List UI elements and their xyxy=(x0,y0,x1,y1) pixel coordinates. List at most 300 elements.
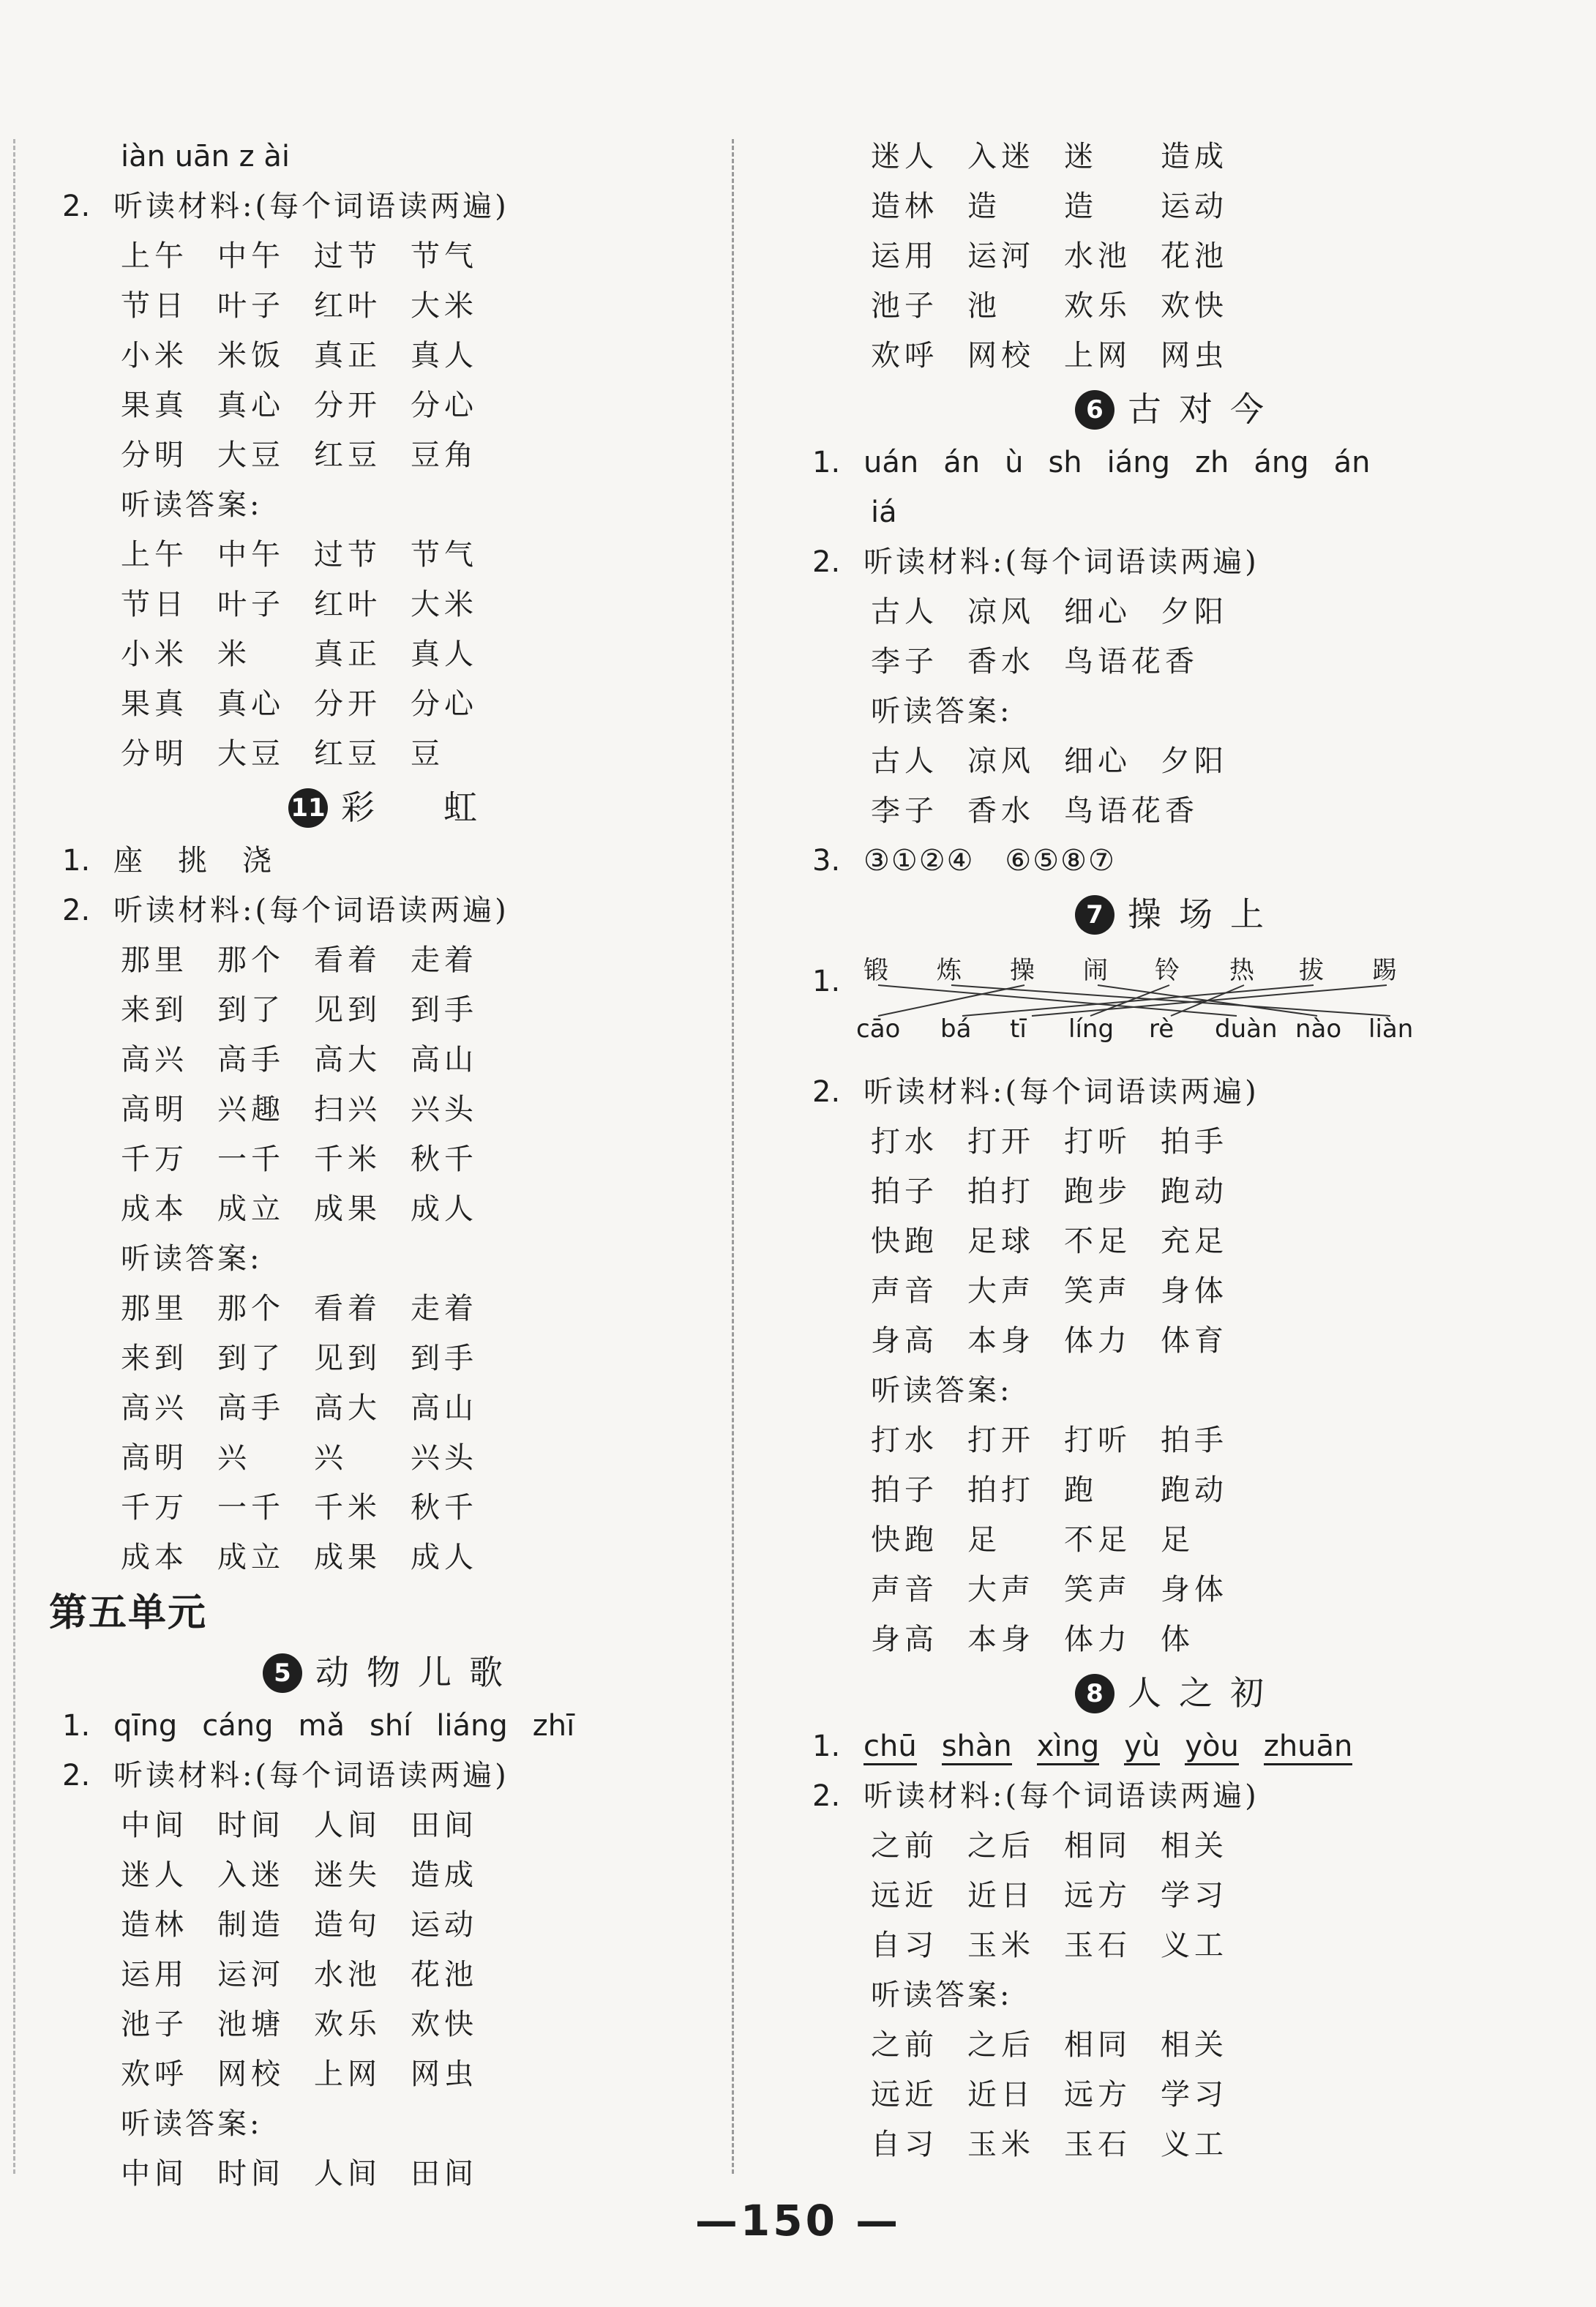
word-item: 打开 xyxy=(967,1424,1035,1457)
word-item: 夕阳 xyxy=(1161,595,1228,629)
word-item: 见到 xyxy=(314,993,381,1027)
word-item: 那里 xyxy=(121,943,188,977)
word-item: 成果 xyxy=(314,1541,381,1574)
word-item: 造句 xyxy=(314,1908,381,1942)
word-row xyxy=(812,1565,1544,1615)
lesson-number-badge: 5 xyxy=(263,1653,302,1693)
answer-grid xyxy=(812,132,1544,381)
word-item: 时间 xyxy=(217,2157,285,2191)
word-item: 欢快 xyxy=(1161,289,1228,323)
answer-label: 听读答案: xyxy=(121,2107,263,2141)
word-row xyxy=(812,786,1544,836)
ordering-answer: ③①②④ ⑥⑤⑧⑦ xyxy=(863,844,1116,878)
word-item: 小米 xyxy=(121,339,188,373)
pinyin-syllable: zhī xyxy=(532,1709,575,1743)
word-row xyxy=(62,2000,721,2049)
word-row xyxy=(812,2120,1544,2169)
word-item: 入迷 xyxy=(967,140,1035,173)
word-item: 看着 xyxy=(314,1292,381,1326)
pinyin-syllable: zh xyxy=(1195,446,1229,479)
question-number: 3. xyxy=(812,844,841,878)
word-item: 水池 xyxy=(1064,239,1131,273)
word-item: 本身 xyxy=(967,1623,1035,1656)
word-item: 拍打 xyxy=(967,1175,1035,1208)
word-item: 网虫 xyxy=(411,2057,478,2091)
match-pinyin: liàn xyxy=(1368,1014,1414,1044)
word-item: 田间 xyxy=(411,2157,478,2191)
word-item: 玉米 xyxy=(967,2128,1035,2161)
word-item: 相关 xyxy=(1161,1829,1228,1863)
word-item: 足球 xyxy=(967,1224,1035,1258)
right-column xyxy=(812,132,1544,2169)
word-item: 运河 xyxy=(967,239,1035,273)
word-item: 打听 xyxy=(1064,1125,1131,1159)
word-item: 迷人 xyxy=(121,1858,188,1892)
word-item: 分开 xyxy=(314,389,381,422)
word-item: 义工 xyxy=(1161,2128,1228,2161)
word-item: 兴头 xyxy=(411,1093,478,1126)
word-item: 分开 xyxy=(314,687,381,721)
word-item: 节日 xyxy=(121,588,188,621)
word-row xyxy=(62,430,721,480)
word-row xyxy=(812,1615,1544,1664)
word-item: 玉石 xyxy=(1064,1929,1131,1962)
word-row xyxy=(812,182,1544,231)
word-item: 欢乐 xyxy=(1064,289,1131,323)
word-item: 快跑 xyxy=(871,1224,938,1258)
question-number: 2. xyxy=(812,1779,841,1813)
word-row xyxy=(62,580,721,629)
word-item: 米饭 xyxy=(217,339,285,373)
column-divider xyxy=(732,139,734,2174)
match-pinyin: duàn xyxy=(1215,1014,1278,1044)
word-item: 兴头 xyxy=(411,1441,478,1475)
word-item: 千米 xyxy=(314,1491,381,1525)
question-answer: 座 挑 浇 xyxy=(113,844,274,878)
word-item: 小米 xyxy=(121,637,188,671)
word-row xyxy=(62,1134,721,1184)
question-text: 听读材料:(每个词语读两遍) xyxy=(863,1075,1259,1109)
word-item: 池子 xyxy=(871,289,938,323)
word-item: 迷 xyxy=(1064,140,1098,173)
word-item: 造 xyxy=(967,190,1001,223)
word-row xyxy=(62,1184,721,1234)
word-item: 高明 xyxy=(121,1093,188,1126)
question-2-heading xyxy=(62,1751,721,1801)
word-row xyxy=(812,281,1544,331)
word-item: 分明 xyxy=(121,737,188,771)
word-row xyxy=(812,1921,1544,1970)
word-item: 大声 xyxy=(967,1274,1035,1308)
match-character: 操 xyxy=(1010,956,1035,985)
lesson-title-7 xyxy=(812,886,1544,943)
word-item: 不足 xyxy=(1064,1224,1131,1258)
word-item: 造成 xyxy=(1161,140,1228,173)
word-item: 秋千 xyxy=(411,1143,478,1176)
word-item: 那个 xyxy=(217,943,285,977)
word-item: 远近 xyxy=(871,2078,938,2112)
word-item: 到了 xyxy=(217,1342,285,1375)
word-row xyxy=(812,1316,1544,1366)
answer-label: 听读答案: xyxy=(121,488,263,522)
pinyin-syllable: shí xyxy=(369,1709,412,1743)
question-1-heading xyxy=(812,1721,1544,1771)
question-2-heading xyxy=(812,1067,1544,1117)
word-row xyxy=(812,1871,1544,1921)
pinyin-answers xyxy=(113,1709,599,1743)
word-item: 足 xyxy=(967,1523,1001,1557)
word-item: 那个 xyxy=(217,1292,285,1326)
unit-title: 第五单元 xyxy=(49,1590,208,1635)
pinyin-syllable: cáng xyxy=(202,1709,274,1743)
word-item: 远方 xyxy=(1064,1879,1131,1912)
word-item: 快跑 xyxy=(871,1523,938,1557)
word-item: 跑动 xyxy=(1161,1175,1228,1208)
match-pinyin: líng xyxy=(1068,1014,1114,1044)
match-character: 锻 xyxy=(863,956,888,985)
word-item: 时间 xyxy=(217,1809,285,1842)
word-item: 看着 xyxy=(314,943,381,977)
answer-label: 听读答案: xyxy=(871,1374,1013,1407)
word-row xyxy=(62,1085,721,1134)
word-item: 拍子 xyxy=(871,1175,938,1208)
word-item: 兴 xyxy=(314,1441,348,1475)
word-item: 欢乐 xyxy=(314,2008,381,2041)
word-item: 节气 xyxy=(411,239,478,273)
word-item: 打开 xyxy=(967,1125,1035,1159)
word-item: 自习 xyxy=(871,2128,938,2161)
word-item: 之前 xyxy=(871,2028,938,2062)
word-item: 大声 xyxy=(967,1573,1035,1607)
word-row xyxy=(62,729,721,779)
word-item: 果真 xyxy=(121,687,188,721)
answer-grid xyxy=(812,1416,1544,1664)
word-item: 豆角 xyxy=(411,438,478,472)
word-row xyxy=(62,935,721,985)
word-row xyxy=(812,1216,1544,1266)
word-item: 迷人 xyxy=(871,140,938,173)
pinyin-answers-underlined xyxy=(863,1730,1377,1763)
word-item: 分明 xyxy=(121,438,188,472)
word-item: 红叶 xyxy=(314,289,381,323)
lesson-title-5 xyxy=(62,1644,721,1701)
word-item: 近日 xyxy=(967,2078,1035,2112)
word-row xyxy=(62,629,721,679)
word-item: 中午 xyxy=(217,538,285,572)
answer-label: 听读答案: xyxy=(121,1242,263,1276)
word-item: 成立 xyxy=(217,1541,285,1574)
word-item: 千万 xyxy=(121,1491,188,1525)
question-text: 听读材料:(每个词语读两遍) xyxy=(863,1779,1259,1813)
word-item: 欢呼 xyxy=(871,339,938,373)
question-2-heading xyxy=(812,537,1544,587)
word-row xyxy=(812,1117,1544,1167)
answer-grid xyxy=(812,2020,1544,2169)
word-item: 高手 xyxy=(217,1391,285,1425)
question-text: 听读材料:(每个词语读两遍) xyxy=(863,545,1259,579)
match-character: 拔 xyxy=(1299,956,1324,985)
word-item: 香水 xyxy=(967,794,1035,828)
word-item: 大米 xyxy=(411,588,478,621)
word-item: 鸟语花香 xyxy=(1064,645,1199,678)
pinyin-syllable: sh xyxy=(1048,446,1082,479)
word-item: 成人 xyxy=(411,1192,478,1226)
word-item: 相同 xyxy=(1064,2028,1131,2062)
word-row xyxy=(812,2070,1544,2120)
word-item: 之前 xyxy=(871,1829,938,1863)
word-item: 欢呼 xyxy=(121,2057,188,2091)
answer-label: 听读答案: xyxy=(871,695,1013,728)
word-item: 欢快 xyxy=(411,2008,478,2041)
word-row xyxy=(62,2149,721,2199)
word-item: 拍子 xyxy=(871,1473,938,1507)
word-item: 古人 xyxy=(871,744,938,778)
match-character: 闹 xyxy=(1083,956,1108,985)
question-text: 听读材料:(每个词语读两遍) xyxy=(113,1759,509,1792)
word-item: 打水 xyxy=(871,1125,938,1159)
word-item: 夕阳 xyxy=(1161,744,1228,778)
word-item: 到了 xyxy=(217,993,285,1027)
lesson-title-text: 彩 虹 xyxy=(341,788,495,827)
word-row xyxy=(812,231,1544,281)
word-item: 声音 xyxy=(871,1274,938,1308)
match-pinyin: tī xyxy=(1010,1014,1027,1044)
word-item: 叶子 xyxy=(217,588,285,621)
word-item: 笑声 xyxy=(1064,1573,1131,1607)
word-row xyxy=(812,1416,1544,1465)
answer-grid xyxy=(812,736,1544,836)
word-item: 果真 xyxy=(121,389,188,422)
word-item: 分心 xyxy=(411,389,478,422)
word-grid xyxy=(62,935,721,1234)
word-item: 千万 xyxy=(121,1143,188,1176)
answer-grid xyxy=(62,1284,721,1582)
lesson-number-badge: 11 xyxy=(288,788,328,828)
lesson-title-text: 古对今 xyxy=(1128,389,1281,429)
word-item: 跑 xyxy=(1064,1473,1098,1507)
question-2-heading xyxy=(812,1771,1544,1821)
word-item: 造成 xyxy=(411,1858,478,1892)
word-item: 大豆 xyxy=(217,438,285,472)
word-item: 打水 xyxy=(871,1424,938,1457)
word-item: 拍手 xyxy=(1161,1125,1228,1159)
word-item: 自习 xyxy=(871,1929,938,1962)
question-number: 2. xyxy=(62,190,91,223)
word-item: 造林 xyxy=(121,1908,188,1942)
word-item: 细心 xyxy=(1064,744,1131,778)
word-item: 身高 xyxy=(871,1324,938,1358)
word-item: 声音 xyxy=(871,1573,938,1607)
word-item: 网虫 xyxy=(1161,339,1228,373)
word-item: 高明 xyxy=(121,1441,188,1475)
lesson-number-badge: 8 xyxy=(1075,1674,1114,1713)
match-character: 热 xyxy=(1229,956,1254,985)
word-item: 扫兴 xyxy=(314,1093,381,1126)
word-item: 中间 xyxy=(121,1809,188,1842)
word-item: 成本 xyxy=(121,1541,188,1574)
word-item: 身体 xyxy=(1161,1573,1228,1607)
word-item: 真正 xyxy=(314,637,381,671)
word-item: 体力 xyxy=(1064,1623,1131,1656)
question-number: 2. xyxy=(812,1075,841,1109)
left-margin-rule xyxy=(13,139,15,2174)
word-row xyxy=(812,1465,1544,1515)
word-item: 拍手 xyxy=(1161,1424,1228,1457)
match-pinyin: cāo xyxy=(856,1014,901,1044)
question-2-heading xyxy=(62,886,721,935)
word-row xyxy=(812,736,1544,786)
word-item: 足 xyxy=(1161,1523,1194,1557)
word-item: 玉石 xyxy=(1064,2128,1131,2161)
word-row xyxy=(62,1950,721,2000)
word-item: 大豆 xyxy=(217,737,285,771)
word-item: 水池 xyxy=(314,1958,381,1992)
word-grid xyxy=(812,587,1544,687)
word-item: 体力 xyxy=(1064,1324,1131,1358)
word-item: 红豆 xyxy=(314,737,381,771)
pinyin-syllable: zhuān xyxy=(1264,1730,1353,1765)
word-row xyxy=(812,637,1544,687)
word-item: 凉风 xyxy=(967,744,1035,778)
word-item: 池子 xyxy=(121,2008,188,2041)
match-pinyin: bá xyxy=(940,1014,972,1044)
word-item: 跑步 xyxy=(1064,1175,1131,1208)
word-item: 打听 xyxy=(1064,1424,1131,1457)
question-1-heading xyxy=(62,836,721,886)
word-item: 上午 xyxy=(121,538,188,572)
word-item: 成本 xyxy=(121,1192,188,1226)
word-item: 远近 xyxy=(871,1879,938,1912)
pinyin-syllable: yù xyxy=(1124,1730,1160,1765)
answer-label: 听读答案: xyxy=(871,1978,1013,2012)
question-text: 听读材料:(每个词语读两遍) xyxy=(113,190,509,223)
word-item: 人间 xyxy=(314,1809,381,1842)
word-item: 真人 xyxy=(411,339,478,373)
word-item: 田间 xyxy=(411,1809,478,1842)
word-item: 走着 xyxy=(411,943,478,977)
word-item: 花池 xyxy=(1161,239,1228,273)
word-row xyxy=(812,132,1544,182)
word-item: 拍打 xyxy=(967,1473,1035,1507)
word-item: 兴趣 xyxy=(217,1093,285,1126)
word-item: 到手 xyxy=(411,993,478,1027)
word-item: 本身 xyxy=(967,1324,1035,1358)
word-item: 来到 xyxy=(121,993,188,1027)
word-item: 高山 xyxy=(411,1391,478,1425)
word-item: 身高 xyxy=(871,1623,938,1656)
pinyin-syllable: yòu xyxy=(1185,1730,1239,1765)
question-number: 1. xyxy=(812,1730,841,1763)
pinyin-syllable: án xyxy=(943,446,981,479)
word-item: 真人 xyxy=(411,637,478,671)
word-item: 中午 xyxy=(217,239,285,273)
question-number: 2. xyxy=(62,894,91,927)
word-item: 池 xyxy=(967,289,1001,323)
question-text: 听读材料:(每个词语读两遍) xyxy=(113,894,509,927)
lesson-title-text: 操场上 xyxy=(1128,894,1281,934)
question-number: 2. xyxy=(62,1759,91,1792)
word-row xyxy=(62,679,721,729)
word-item: 入迷 xyxy=(217,1858,285,1892)
word-item: 之后 xyxy=(967,2028,1035,2062)
word-item: 学习 xyxy=(1161,2078,1228,2112)
word-item: 造林 xyxy=(871,190,938,223)
word-item: 人间 xyxy=(314,2157,381,2191)
match-character: 铃 xyxy=(1155,956,1180,985)
word-item: 花池 xyxy=(411,1958,478,1992)
word-item: 过节 xyxy=(314,239,381,273)
word-row xyxy=(62,381,721,430)
match-pinyin: nào xyxy=(1295,1014,1342,1044)
match-character: 炼 xyxy=(937,956,962,985)
word-item: 运用 xyxy=(121,1958,188,1992)
word-row xyxy=(62,1334,721,1383)
question-1-heading xyxy=(62,1701,721,1751)
word-item: 池塘 xyxy=(217,2008,285,2041)
match-pinyin: rè xyxy=(1149,1014,1174,1044)
word-item: 分心 xyxy=(411,687,478,721)
word-item: 米 xyxy=(217,637,251,671)
word-row xyxy=(812,331,1544,381)
word-item: 体 xyxy=(1161,1623,1194,1656)
word-item: 高兴 xyxy=(121,1391,188,1425)
word-row xyxy=(62,530,721,580)
word-item: 体育 xyxy=(1161,1324,1228,1358)
word-item: 成立 xyxy=(217,1192,285,1226)
word-item: 身体 xyxy=(1161,1274,1228,1308)
word-item: 节气 xyxy=(411,538,478,572)
word-item: 高山 xyxy=(411,1043,478,1077)
word-item: 红叶 xyxy=(314,588,381,621)
word-row xyxy=(812,2020,1544,2070)
word-row xyxy=(812,1266,1544,1316)
word-row xyxy=(812,1167,1544,1216)
word-row xyxy=(812,1821,1544,1871)
word-item: 高大 xyxy=(314,1043,381,1077)
pinyin-continuation: iàn uān z ài xyxy=(121,140,290,173)
pinyin-syllable: uán xyxy=(863,446,919,479)
lesson-title-text: 人之初 xyxy=(1128,1673,1281,1713)
word-item: 成果 xyxy=(314,1192,381,1226)
word-item: 李子 xyxy=(871,645,938,678)
word-item: 制造 xyxy=(217,1908,285,1942)
word-item: 成人 xyxy=(411,1541,478,1574)
question-1-heading xyxy=(812,438,1544,487)
word-item: 运河 xyxy=(217,1958,285,1992)
word-item: 真正 xyxy=(314,339,381,373)
lesson-number-badge: 7 xyxy=(1075,895,1114,935)
word-row xyxy=(62,1533,721,1582)
word-item: 高兴 xyxy=(121,1043,188,1077)
word-item: 兴 xyxy=(217,1441,251,1475)
word-row xyxy=(62,1383,721,1433)
question-number: 1. xyxy=(62,1709,91,1743)
pinyin-syllable: qīng xyxy=(113,1709,178,1743)
word-item: 充足 xyxy=(1161,1224,1228,1258)
lesson-number-badge: 6 xyxy=(1075,390,1114,430)
word-item: 古人 xyxy=(871,595,938,629)
question-2-heading xyxy=(62,182,721,231)
word-row xyxy=(62,1433,721,1483)
question-number: 1. xyxy=(62,844,91,878)
word-row xyxy=(62,281,721,331)
matching-exercise xyxy=(812,943,1544,1067)
word-row xyxy=(812,1515,1544,1565)
word-row xyxy=(62,1801,721,1850)
word-row xyxy=(812,587,1544,637)
word-item: 运动 xyxy=(1161,190,1228,223)
word-item: 千米 xyxy=(314,1143,381,1176)
